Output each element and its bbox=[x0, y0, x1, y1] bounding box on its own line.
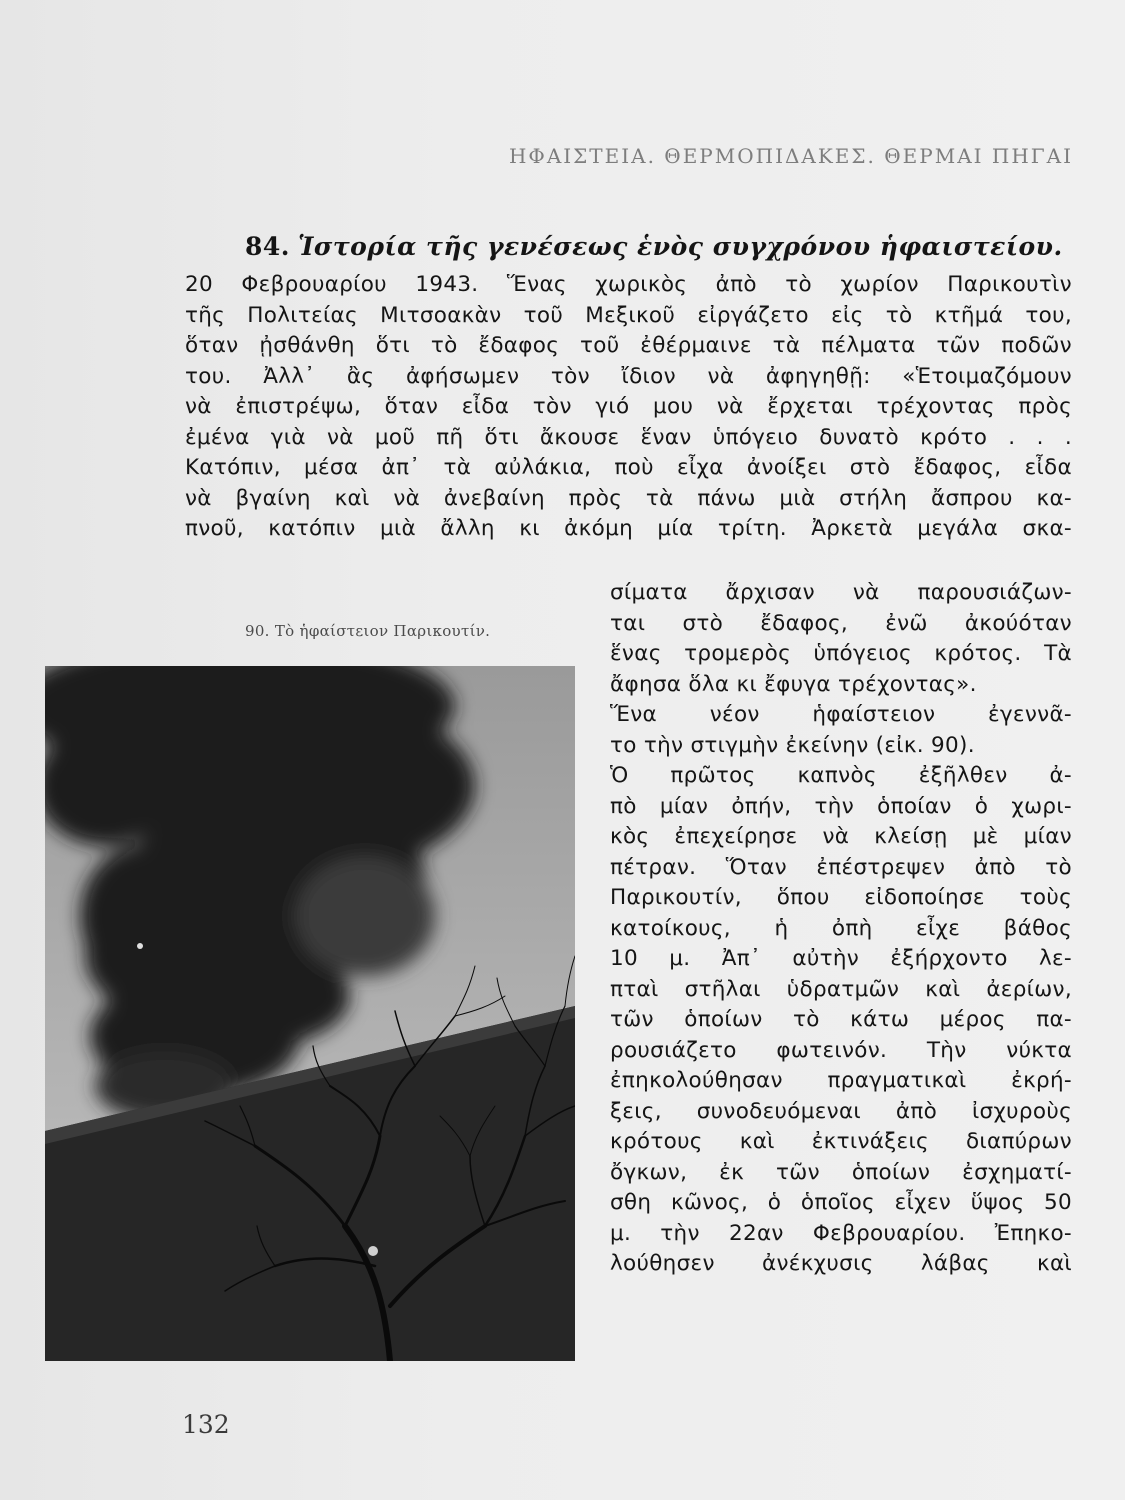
text-line: τῆς Πολιτείας Μιτσοακὰν τοῦ Μεξικοῦ εἰργάζετο εἰς τὸ κτῆμά του, bbox=[185, 302, 1072, 328]
text-line: σθη κῶνος, ὁ ὁποῖος εἶχεν ὕψος 50 bbox=[610, 1190, 1072, 1215]
text-line: ἐμένα γιὰ νὰ μοῦ πῆ ὅτι ἄκουσε ἕναν ὑπόγειο δυνατὸ κρότο . . . bbox=[185, 424, 1072, 450]
text-line: Κατόπιν, μέσα ἀπ᾽ τὰ αὐλάκια, ποὺ εἶχα ἀνοίξει στὸ ἔδαφος, εἶδα bbox=[185, 455, 1072, 480]
text-line: ὄγκων, ἐκ τῶν ὁποίων ἐσχηματί- bbox=[610, 1159, 1072, 1185]
full-width-paragraph bbox=[185, 270, 1072, 545]
text-line: σίματα ἄρχισαν νὰ παρουσιάζων- bbox=[610, 580, 1072, 605]
text-line: του. Ἀλλ᾽ ἂς ἀφήσωμεν τὸν ἴδιον νὰ ἀφηγηθῇ: «Ἑτοιμαζόμουν bbox=[185, 363, 1072, 389]
text-line: το τὴν στιγμὴν ἐκείνην (εἰκ. 90). bbox=[610, 732, 975, 758]
page-number: 132 bbox=[182, 1410, 230, 1439]
volcano-photo-illustration bbox=[45, 666, 575, 1361]
text-line: πταὶ στῆλαι ὑδρατμῶν καὶ ἀερίων, bbox=[610, 976, 1072, 1002]
text-line: Ἕνα νέον ἡφαίστειον ἐγεννᾶ- bbox=[610, 702, 1072, 727]
figure-caption: 90. Τὸ ἡφαίστειον Παρικουτίν. bbox=[245, 622, 491, 640]
running-head: ΗΦΑΙΣΤΕΙΑ. ΘΕΡΜΟΠΙΔΑΚΕΣ. ΘΕΡΜΑΙ ΠΗΓΑΙ bbox=[508, 144, 1073, 168]
section-heading bbox=[245, 232, 1063, 261]
text-line: Παρικουτίν, ὅπου εἰδοποίησε τοὺς bbox=[610, 885, 1072, 910]
section-number: 84. bbox=[245, 232, 290, 261]
text-line: ὅταν ᾐσθάνθη ὅτι τὸ ἔδαφος τοῦ ἐθέρμαινε τὰ πέλματα τῶν ποδῶν bbox=[185, 333, 1072, 358]
column-paragraph bbox=[610, 578, 1072, 1280]
text-line: ται στὸ ἔδαφος, ἐνῶ ἀκούόταν bbox=[610, 610, 1072, 636]
text-line: ἐπηκολούθησαν πραγματικαὶ ἐκρή- bbox=[610, 1068, 1072, 1093]
text-line: ἄφησα ὅλα κι ἔφυγα τρέχοντας». bbox=[610, 671, 977, 697]
text-line: 10 μ. Ἀπ᾽ αὐτὴν ἐξήρχοντο λε- bbox=[610, 946, 1072, 971]
text-line: τῶν ὁποίων τὸ κάτω μέρος πα- bbox=[610, 1007, 1072, 1032]
text-line: ρουσιάζετο φωτεινόν. Τὴν νύκτα bbox=[610, 1037, 1072, 1063]
text-line: νὰ βγαίνη καὶ νὰ ἀνεβαίνη πρὸς τὰ πάνω μιὰ στήλη ἄσπρου κα- bbox=[185, 485, 1072, 511]
text-line: πὸ μίαν ὀπήν, τὴν ὁποίαν ὁ χωρι- bbox=[610, 793, 1072, 819]
text-line: Ὁ πρῶτος καπνὸς ἐξῆλθεν ἀ- bbox=[610, 763, 1072, 788]
text-line: κρότους καὶ ἐκτινάξεις διαπύρων bbox=[610, 1129, 1072, 1154]
volcano-photo bbox=[45, 666, 575, 1361]
text-line: λούθησεν ἀνέκχυσις λάβας καὶ bbox=[610, 1251, 1072, 1276]
text-line: κὸς ἐπεχείρησε νὰ κλείσῃ μὲ μίαν bbox=[610, 824, 1072, 849]
text-line: κατοίκους, ἡ ὀπὴ εἶχε βάθος bbox=[610, 915, 1072, 941]
section-title: Ἱστορία τῆς γενέσεως ἑνὸς συγχρόνου ἡφαιστείου. bbox=[298, 232, 1063, 261]
text-line: μ. τὴν 22αν Φεβρουαρίου. Ἐπηκο- bbox=[610, 1220, 1072, 1246]
text-line: πνοῦ, κατόπιν μιὰ ἄλλη κι ἀκόμη μία τρίτη. Ἀρκετὰ μεγάλα σκα- bbox=[185, 516, 1072, 541]
text-line: 20 Φεβρουαρίου 1943. Ἕνας χωρικὸς ἀπὸ τὸ χωρίον Παρικουτὶν bbox=[185, 272, 1072, 297]
text-line: ξεις, συνοδευόμεναι ἀπὸ ἰσχυροὺς bbox=[610, 1098, 1072, 1124]
text-line: νὰ ἐπιστρέψω, ὅταν εἶδα τὸν γιό μου νὰ ἔρχεται τρέχοντας πρὸς bbox=[185, 394, 1072, 419]
text-line: πέτραν. Ὅταν ἐπέστρεψεν ἀπὸ τὸ bbox=[610, 854, 1072, 880]
text-line: ἕνας τρομερὸς ὑπόγειος κρότος. Τὰ bbox=[610, 641, 1072, 666]
